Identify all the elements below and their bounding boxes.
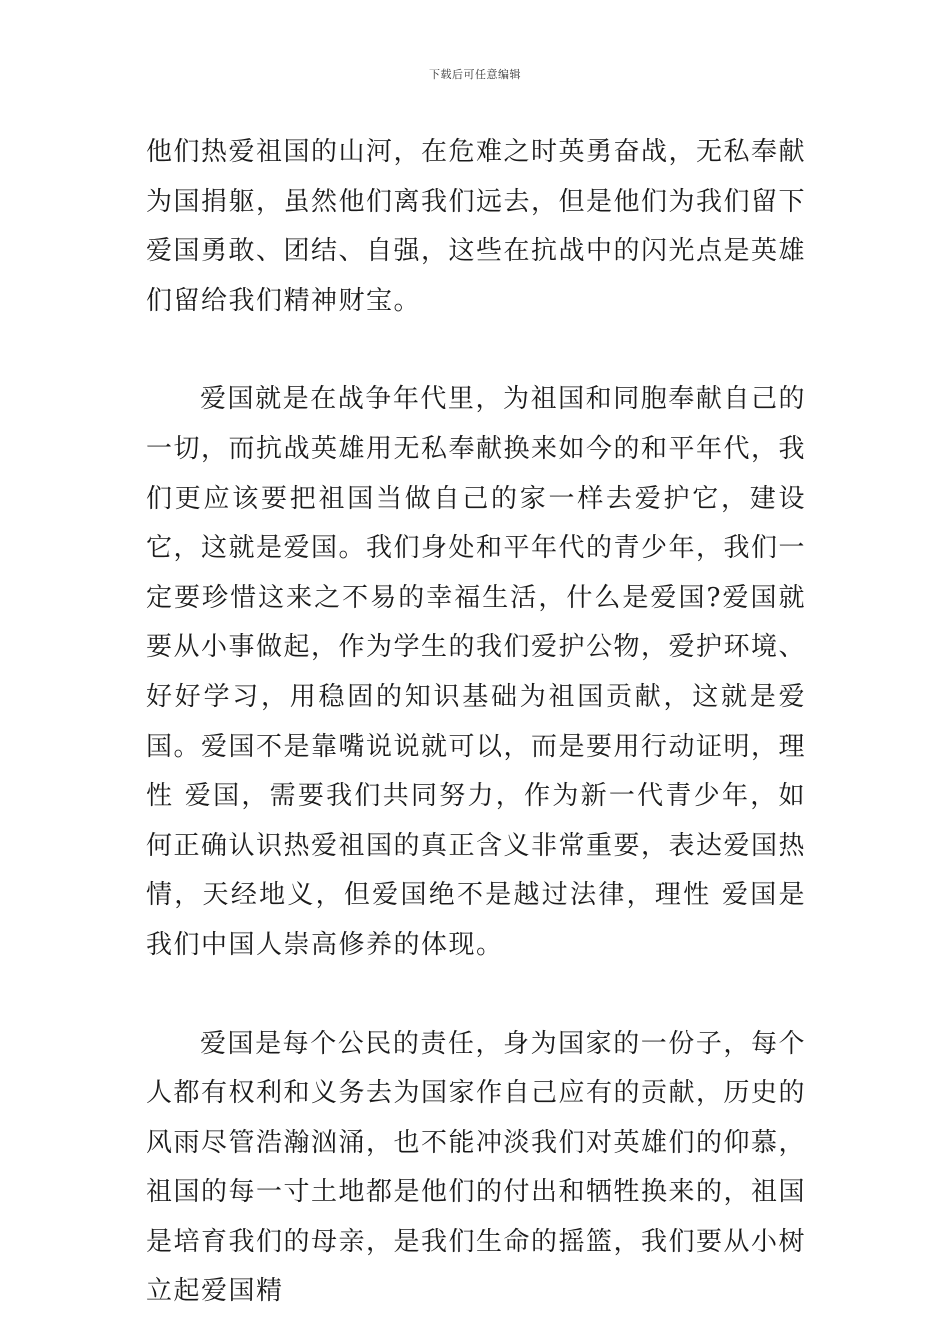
paragraph-3: 爱国是每个公民的责任，身为国家的一份子，每个人都有权利和义务去为国家作自己应有的贡献，历史的风雨尽管浩瀚汹涌，也不能冲淡我们对英雄们的仰慕，祖国的每一寸土地都是他们的付出和牺牲换来的，祖国是培育我们的母亲，是我们生命的摇篮，我们要从小树立起爱国精 [146, 1028, 807, 1307]
document-body [146, 128, 806, 1317]
paragraph-1: 他们热爱祖国的山河，在危难之时英勇奋战，无私奉献为国捐躯，虽然他们离我们远去，但是他们为我们留下爱国勇敢、团结、自强，这些在抗战中的闪光点是英雄们留给我们精神财宝。 [146, 137, 807, 316]
paragraph-2: 爱国就是在战争年代里，为祖国和同胞奉献自己的一切，而抗战英雄用无私奉献换来如今的和平年代，我们更应该要把祖国当做自己的家一样去爱护它，建设它，这就是爱国。我们身处和平年代的青少年，我们一定要珍惜这来之不易的幸福生活，什么是爱国?爱国就要从小事做起，作为学生的我们爱护公物，爱护环境、好好学习，用稳固的知识基础为祖国贡献，这就是爱国。爱国不是靠嘴说说就可以，而是要用行动证明，理性 爱国，需要我们共同努力，作为新一代青少年，如何正确认识热爱祖国的真正含义非常重要，表达爱国热情，天经地义，但爱国绝不是越过法律，理性 爱国是我们中国人崇高修养的体现。 [146, 384, 807, 960]
paragraph-gap [146, 971, 806, 1020]
paragraph-gap [146, 326, 806, 375]
page-header: 下载后可任意编辑 [429, 68, 521, 81]
